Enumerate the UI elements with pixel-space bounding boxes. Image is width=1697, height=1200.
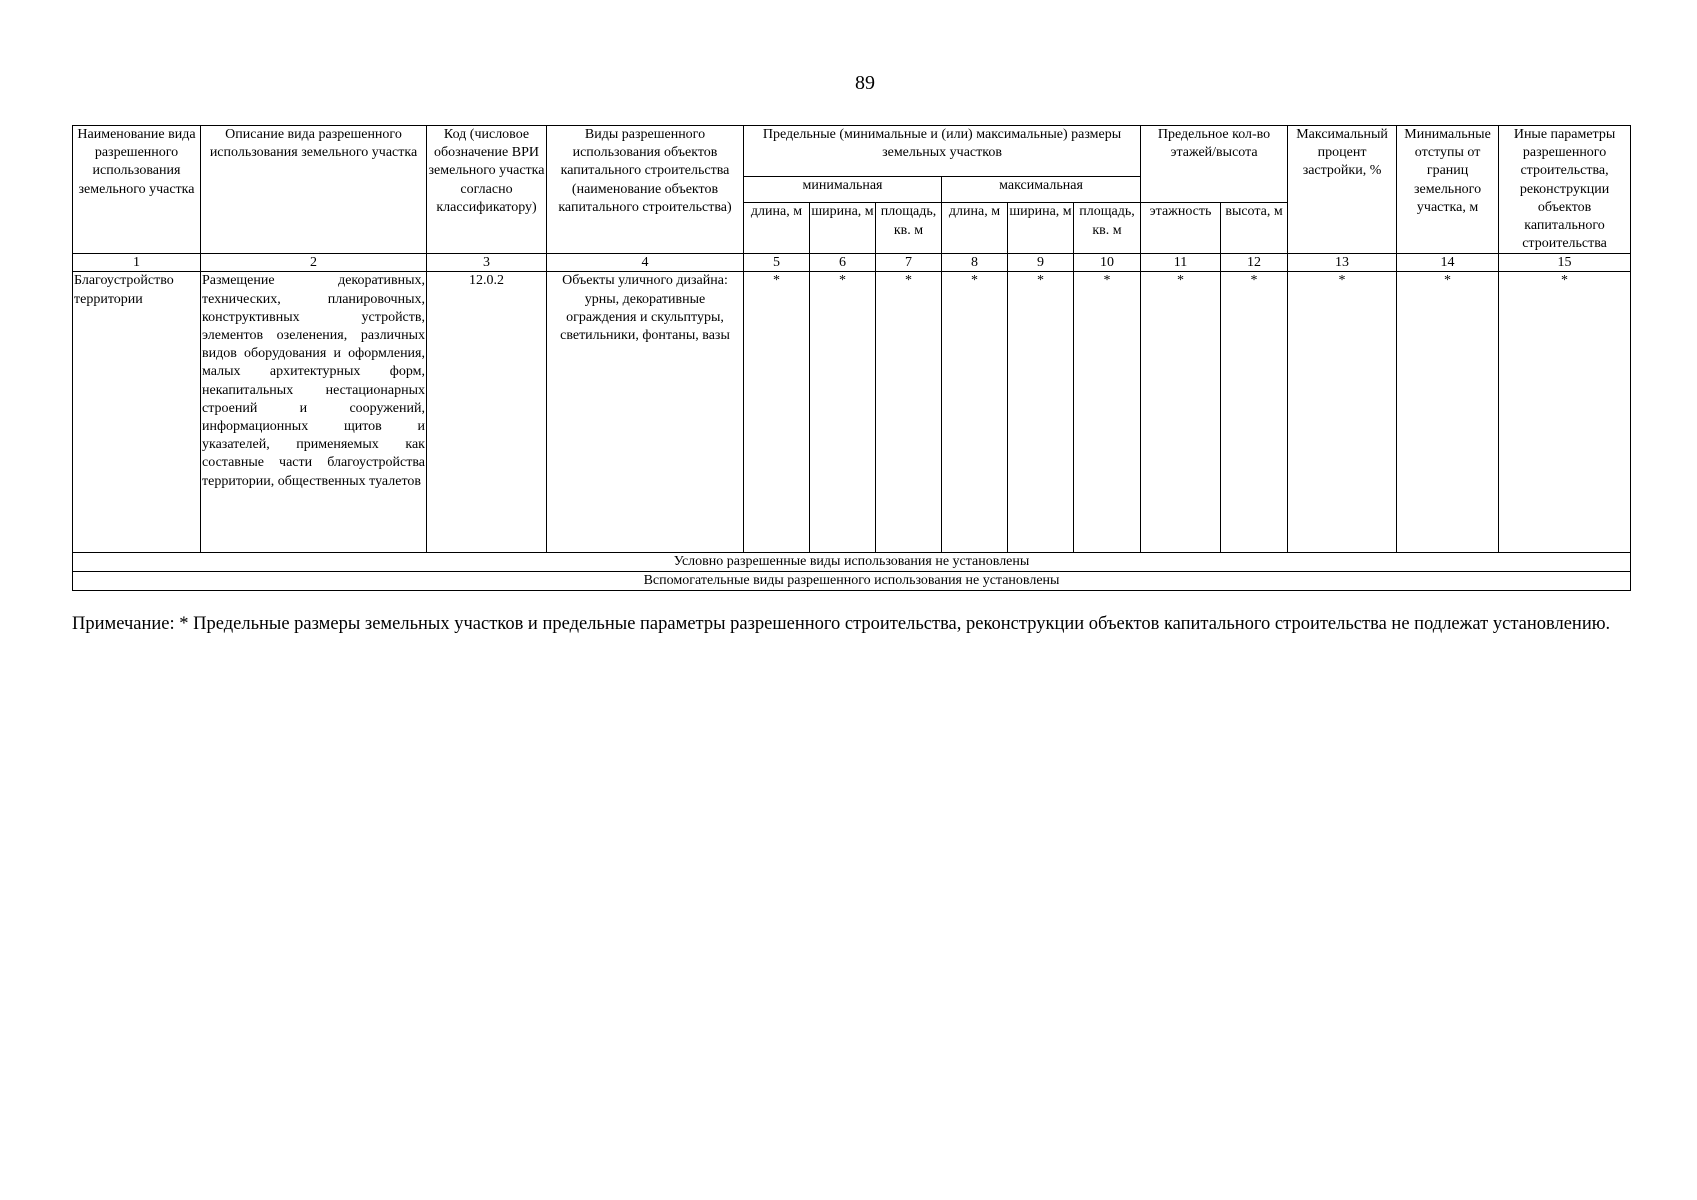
column-number: 1 [73,254,201,272]
column-number: 9 [1008,254,1074,272]
conditional-uses-row: Условно разрешенные виды использования не установлены [73,553,1631,572]
table-row [73,572,1631,591]
column-number: 2 [201,254,427,272]
header-max-width: ширина, м [1008,203,1074,254]
cell-max-length: * [942,272,1008,553]
header-capital-objects: Виды разрешенного использования объектов капитального строительства (наименование объектов капитального строительства) [547,126,744,254]
cell-min-length: * [744,272,810,553]
footnote: Примечание: * Предельные размеры земельных участков и предельные параметры разрешенного строительства, реконструкции объектов капитального строительства не подлежат установлению. [72,614,1611,634]
cell-max-width: * [1008,272,1074,553]
header-height: высота, м [1221,203,1288,254]
column-number: 8 [942,254,1008,272]
header-plot-size-limits: Предельные (минимальные и (или) максимальные) размеры земельных участков [744,126,1141,177]
cell-land-use-name: Благоустройство территории [73,272,201,553]
column-number: 7 [876,254,942,272]
page-number: 89 [855,72,875,94]
header-code: Код (числовое обозначение ВРИ земельного участка согласно классификатору) [427,126,547,254]
header-floors-height: Предельное кол-во этажей/высота [1141,126,1288,203]
column-number: 11 [1141,254,1221,272]
header-min-width: ширина, м [810,203,876,254]
header-max-area: площадь, кв. м [1074,203,1141,254]
cell-min-area: * [876,272,942,553]
cell-other-parameters: * [1499,272,1631,553]
header-max-length: длина, м [942,203,1008,254]
table-row [73,553,1631,572]
column-number: 10 [1074,254,1141,272]
cell-max-area: * [1074,272,1141,553]
column-number: 14 [1397,254,1499,272]
cell-height: * [1221,272,1288,553]
cell-max-building-percent: * [1288,272,1397,553]
cell-min-setbacks: * [1397,272,1499,553]
header-minimum: минимальная [744,177,942,203]
cell-capital-objects: Объекты уличного дизайна: урны, декоративные ограждения и скульптуры, светильники, фонтаны, вазы [547,272,744,553]
column-number: 15 [1499,254,1631,272]
auxiliary-uses-row: Вспомогательные виды разрешенного использования не установлены [73,572,1631,591]
header-min-area: площадь, кв. м [876,203,942,254]
header-max-building-percent: Максимальный процент застройки, % [1288,126,1397,254]
column-number: 12 [1221,254,1288,272]
cell-floors: * [1141,272,1221,553]
column-number: 5 [744,254,810,272]
header-maximum: максимальная [942,177,1141,203]
header-min-length: длина, м [744,203,810,254]
header-land-use-name: Наименование вида разрешенного использования земельного участка [73,126,201,254]
column-number: 3 [427,254,547,272]
header-description: Описание вида разрешенного использования земельного участка [201,126,427,254]
cell-description: Размещение декоративных, технических, планировочных, конструктивных устройств, элементов озеленения, различных видов оборудования и оформления, малых архитектурных форм, некапитальных нестационарных строений и сооружений, информационных щитов и указателей, применяемых как составные части благоустройства территории, общественных туалетов [201,272,427,553]
header-other-parameters: Иные параметры разрешенного строительства, реконструкции объектов капитального строительства [1499,126,1631,254]
column-number: 6 [810,254,876,272]
header-floors: этажность [1141,203,1221,254]
cell-min-width: * [810,272,876,553]
column-number: 4 [547,254,744,272]
table-row [73,272,1631,553]
column-number: 13 [1288,254,1397,272]
cell-code: 12.0.2 [427,272,547,553]
header-min-setbacks: Минимальные отступы от границ земельного участка, м [1397,126,1499,254]
zoning-regulations-table [72,125,1631,591]
